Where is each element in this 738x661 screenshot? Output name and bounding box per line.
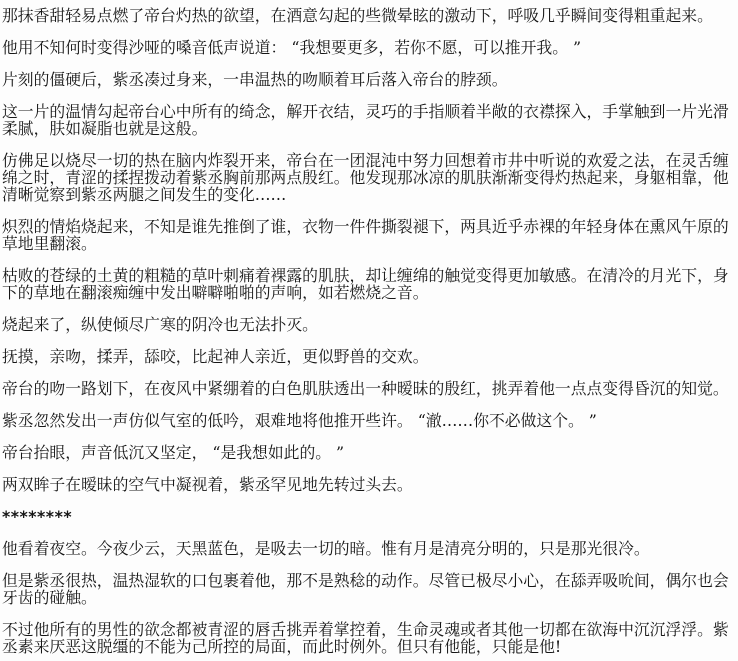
paragraph: 烧起来了，纵使倾尽广寒的阴冷也无法扑灭。 <box>2 315 318 334</box>
paragraph: 片刻的僵硬后，紫丞凑过身来，一串温热的吻顺着耳后落入帝台的脖颈。 <box>2 70 508 89</box>
paragraph: 帝台抬眼，声音低沉又坚定， “是我想如此的。 ” <box>2 443 345 462</box>
paragraph: 炽烈的情焰烧起来，不知是谁先推倒了谁，衣物一件件撕裂褪下，两具近乎赤裸的年轻身体在熏风午原的草地里翻滚。 <box>2 217 729 253</box>
paragraph: 他用不知何时变得沙哑的嗓音低声说道： “我想要更多，若你不愿，可以推开我。 ” <box>2 38 582 57</box>
paragraph: 仿佛足以烧尽一切的热在脑内炸裂开来，帝台在一团混沌中努力回想着市井中听说的欢爱之法，在灵舌缠绵之时，青涩的揉捏拨动着紫丞胸前那两点殷红。他发现那冰凉的肌肤渐渐变得灼热起来，身躯相靠，他清晰觉察到紫丞两腿之间发生的变化…… <box>2 151 729 204</box>
paragraph: 两双眸子在暧昧的空气中凝视着，紫丞罕见地先转过头去。 <box>2 475 413 494</box>
paragraph: 帝台的吻一路划下，在夜风中紧绷着的白色肌肤透出一种暧昧的殷红，挑弄着他一点点变得昏沉的知觉。 <box>2 379 729 398</box>
paragraph: 不过他所有的男性的欲念都被青涩的唇舌挑弄着掌控着，生命灵魂或者其他一切都在欲海中沉沉浮浮。紫丞素来厌恶这脱缰的不能为己所控的局面，而此时例外。但只有他能，只能是他! <box>2 620 729 656</box>
paragraph: 他看着夜空。今夜少云，天黑蓝色，是吸去一切的暗。惟有月是清亮分明的，只是那光很冷。 <box>2 539 650 558</box>
paragraph: 但是紫丞很热，温热湿软的口包裹着他，那不是熟稔的动作。尽管已极尽小心，在舔弄吸吮间，偶尔也会牙齿的碰触。 <box>2 571 729 607</box>
paragraph: 那抹香甜轻易点燃了帝台灼热的欲望，在酒意勾起的些微晕眩的激动下，呼吸几乎瞬间变得粗重起来。 <box>2 6 713 25</box>
section-divider: ******** <box>2 507 73 526</box>
paragraph: 枯败的苍绿的土黄的粗糙的草叶刺痛着裸露的肌肤，却让缠绵的触觉变得更加敏感。在清冷的月光下，身下的草地在翻滚痴缠中发出噼噼啪啪的声响，如若燃烧之音。 <box>2 266 729 302</box>
paragraph: 这一片的温情勾起帝台心中所有的绮念，解开衣结，灵巧的手指顺着半敞的衣襟探入，手掌触到一片光滑柔腻，肤如凝脂也就是这般。 <box>2 102 729 138</box>
paragraph: 紫丞忽然发出一声仿似气室的低吟，艰难地将他推开些许。 “澈……你不必做这个。 ” <box>2 411 597 430</box>
paragraph: 抚摸，亲吻，揉弄，舔咬，比起神人亲近，更似野兽的交欢。 <box>2 347 429 366</box>
